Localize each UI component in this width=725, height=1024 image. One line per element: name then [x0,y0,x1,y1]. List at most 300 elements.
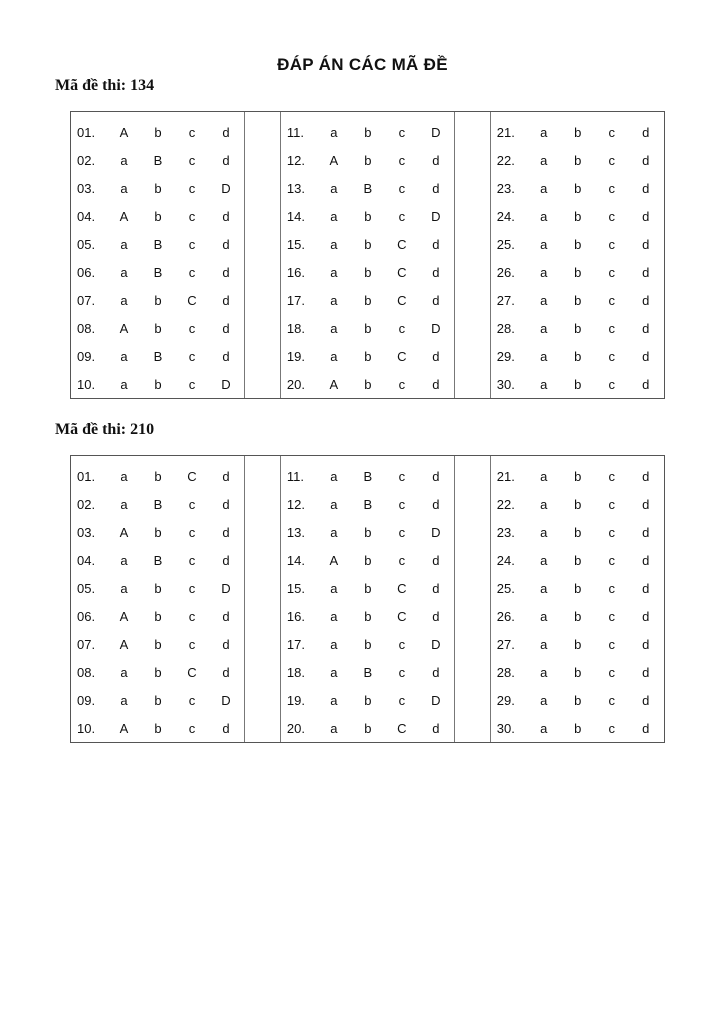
answer-column [71,456,244,742]
answer-option: d [222,348,230,364]
answer-option: d [642,524,650,540]
question-number: 10. [77,376,96,392]
answer-option: a [540,608,548,624]
answer-column [281,456,454,742]
question-number: 16. [286,608,305,624]
answer-option: c [188,496,196,512]
answer-option: b [364,376,372,392]
answer-option: c [398,376,406,392]
answer-row [491,342,664,370]
question-number: 20. [286,376,305,392]
question-number: 22. [496,152,515,168]
answer-row [71,602,244,630]
answer-option: A [329,552,339,568]
answer-option: D [221,692,231,708]
answer-row [491,518,664,546]
answer-row [491,658,664,686]
answer-option: a [120,664,128,680]
answer-row [281,518,454,546]
question-number: 23. [496,524,515,540]
answer-row [71,630,244,658]
answer-option: C [187,664,197,680]
question-number: 03. [77,524,96,540]
answer-option: a [120,180,128,196]
question-number: 26. [496,264,515,280]
answer-option: b [574,264,582,280]
answer-option: b [574,608,582,624]
question-number: 05. [77,236,96,252]
answer-option: c [188,236,196,252]
answer-option: b [154,376,162,392]
answer-option: d [642,376,650,392]
answer-option: c [608,692,615,708]
answer-option: c [188,524,196,540]
answer-option: c [608,292,615,308]
question-number: 04. [77,208,96,224]
answer-option: a [540,292,548,308]
answer-option: a [330,180,338,196]
answer-option: D [431,320,441,336]
answer-option: A [119,636,129,652]
answer-row [491,202,664,230]
answer-option: b [154,664,162,680]
question-number: 02. [77,152,96,168]
answer-row [491,462,664,490]
question-number: 03. [77,180,96,196]
answer-option: A [119,124,129,140]
answer-option: c [608,580,615,596]
answer-option: B [153,496,163,512]
question-number: 16. [286,264,305,280]
answer-option: d [432,264,440,280]
answer-row [491,258,664,286]
answer-row [491,490,664,518]
answer-option: c [608,468,615,484]
answer-option: c [188,152,196,168]
answer-option: b [574,692,582,708]
answer-option: c [398,152,406,168]
answer-option: d [222,664,230,680]
question-number: 11. [286,468,304,484]
answer-option: b [574,580,582,596]
answer-option: a [120,468,128,484]
answer-option: d [642,152,650,168]
question-number: 08. [77,664,96,680]
answer-option: a [120,580,128,596]
answer-option: b [574,292,582,308]
answer-row [71,574,244,602]
answer-option: b [154,292,162,308]
answer-option: c [188,720,196,736]
answer-option: a [540,376,548,392]
question-number: 02. [77,496,96,512]
answer-option: c [398,664,406,680]
answer-option: d [432,580,440,596]
answer-option: a [330,496,338,512]
answer-option: b [364,692,372,708]
answer-option: a [330,124,338,140]
answer-option: c [398,180,406,196]
question-number: 09. [77,692,96,708]
question-number: 12. [286,496,305,512]
answer-option: c [398,124,406,140]
question-number: 21. [496,468,515,484]
answer-option: a [540,524,548,540]
question-number: 18. [286,664,305,680]
answer-option: D [221,180,231,196]
answer-option: a [330,320,338,336]
answer-row [71,546,244,574]
answer-option: a [540,496,548,512]
question-number: 17. [286,636,305,652]
answer-option: C [397,264,407,280]
answer-option: c [398,496,406,512]
answer-option: c [188,180,196,196]
answer-option: b [574,180,582,196]
answer-column [491,456,664,742]
answer-row [71,658,244,686]
answer-row [281,546,454,574]
answer-option: b [154,720,162,736]
answer-row [491,286,664,314]
answer-row [71,118,244,146]
answer-option: b [574,664,582,680]
answer-option: a [120,152,128,168]
answer-option: a [540,236,548,252]
answer-option: A [119,524,129,540]
answer-option: b [574,552,582,568]
answer-row [281,714,454,742]
question-number: 10. [77,720,96,736]
answer-option: d [222,720,230,736]
answer-option: d [222,264,230,280]
answer-option: c [608,552,615,568]
answer-option: d [432,608,440,624]
answer-option: d [642,664,650,680]
answer-option: c [188,208,196,224]
answer-option: b [154,580,162,596]
answer-option: C [187,292,197,308]
answer-option: b [154,524,162,540]
question-number: 30. [496,720,515,736]
answer-option: b [154,320,162,336]
answer-option: b [154,692,162,708]
answer-option: c [188,608,196,624]
answer-option: a [540,692,548,708]
question-number: 22. [496,496,515,512]
answer-row [491,602,664,630]
answer-option: C [397,580,407,596]
answer-row [71,490,244,518]
answer-option: b [364,208,372,224]
answer-option: d [642,320,650,336]
answer-option: C [397,608,407,624]
answer-option: d [222,524,230,540]
question-number: 01. [77,468,96,484]
answer-option: d [432,376,440,392]
answer-option: c [608,636,615,652]
answer-option: b [154,468,162,484]
question-number: 19. [286,692,305,708]
answer-row [491,546,664,574]
answer-option: c [608,264,615,280]
answer-option: C [397,348,407,364]
answer-option: a [330,236,338,252]
answer-option: a [540,264,548,280]
question-number: 08. [77,320,96,336]
question-number: 07. [77,636,96,652]
answer-row [71,202,244,230]
answer-option: c [608,720,615,736]
answer-option: b [364,348,372,364]
answer-row [281,118,454,146]
answer-row [281,490,454,518]
answer-row [281,314,454,342]
answer-option: c [188,580,196,596]
column-separator [454,112,491,398]
answer-option: d [222,152,230,168]
answer-option: d [642,124,650,140]
answer-option: b [574,468,582,484]
answer-option: c [188,264,196,280]
answer-row [71,342,244,370]
answer-option: d [432,496,440,512]
question-number: 09. [77,348,96,364]
answer-option: c [188,348,196,364]
answer-option: d [222,320,230,336]
question-number: 18. [286,320,305,336]
answer-option: b [574,348,582,364]
answer-option: b [364,580,372,596]
answer-column [71,112,244,398]
answer-row [281,202,454,230]
question-number: 01. [77,124,96,140]
answer-option: c [188,692,196,708]
answer-option: c [188,124,196,140]
answer-option: c [608,348,615,364]
answer-option: d [222,468,230,484]
answer-option: c [398,692,406,708]
answer-option: b [364,320,372,336]
question-number: 24. [496,552,515,568]
question-number: 12. [286,152,305,168]
answer-option: d [222,124,230,140]
answer-row [281,574,454,602]
answer-option: a [120,496,128,512]
answer-option: a [540,636,548,652]
answer-option: d [222,552,230,568]
question-number: 14. [286,208,305,224]
answer-option: c [398,208,406,224]
answer-option: d [222,636,230,652]
answer-row [71,462,244,490]
answer-option: d [432,664,440,680]
answer-row [281,174,454,202]
answer-row [491,314,664,342]
answer-option: d [642,468,650,484]
answer-option: D [431,208,441,224]
answer-option: B [363,468,373,484]
answer-row [281,146,454,174]
answer-option: c [608,524,615,540]
answer-option: b [364,152,372,168]
answer-option: a [120,236,128,252]
answer-option: B [153,152,163,168]
answer-option: b [364,264,372,280]
answer-option: d [642,292,650,308]
question-number: 07. [77,292,96,308]
answer-option: a [540,552,548,568]
answer-option: a [330,692,338,708]
answer-option: D [431,692,441,708]
question-number: 28. [496,320,515,336]
answer-option: a [540,152,548,168]
question-number: 27. [496,292,515,308]
answer-row [281,462,454,490]
answer-option: a [330,720,338,736]
answer-option: B [153,264,163,280]
answer-row [491,370,664,398]
answer-option: a [120,552,128,568]
answer-option: b [364,720,372,736]
question-number: 15. [286,580,305,596]
question-number: 06. [77,608,96,624]
question-number: 17. [286,292,305,308]
answer-row [71,314,244,342]
answer-option: d [432,236,440,252]
answer-row [281,630,454,658]
answer-option: a [540,664,548,680]
answer-option: c [608,608,615,624]
answer-option: a [540,320,548,336]
answer-option: c [398,552,406,568]
column-separator [244,112,281,398]
answer-option: D [431,124,441,140]
question-number: 28. [496,664,515,680]
answer-option: B [363,180,373,196]
answer-option: a [120,264,128,280]
answer-row [491,118,664,146]
answer-option: b [364,524,372,540]
question-number: 30. [496,376,515,392]
answer-row [281,230,454,258]
answer-option: b [574,236,582,252]
question-number: 29. [496,348,515,364]
question-number: 15. [286,236,305,252]
answer-option: A [329,376,339,392]
answer-option: A [119,208,129,224]
answer-option: a [330,292,338,308]
answer-option: c [608,376,615,392]
answer-option: b [574,720,582,736]
answer-option: C [397,236,407,252]
question-number: 27. [496,636,515,652]
answer-option: a [540,720,548,736]
answer-option: b [574,152,582,168]
answer-option: D [221,580,231,596]
answer-option: a [330,608,338,624]
answer-row [491,574,664,602]
question-number: 05. [77,580,96,596]
answer-option: a [540,124,548,140]
answer-option: d [432,348,440,364]
answer-column [491,112,664,398]
answer-row [281,602,454,630]
answer-option: a [330,636,338,652]
answer-row [281,658,454,686]
answer-option: c [188,320,196,336]
answer-option: B [153,348,163,364]
answer-row [491,174,664,202]
question-number: 06. [77,264,96,280]
question-number: 04. [77,552,96,568]
answer-option: b [154,124,162,140]
exam-label-210: Mã đề thi: 210 [55,421,155,438]
column-separator [454,456,491,742]
answer-option: a [330,468,338,484]
answer-option: d [432,152,440,168]
answer-row [491,230,664,258]
question-number: 14. [286,552,305,568]
question-number: 20. [286,720,305,736]
answer-row [491,146,664,174]
answer-option: C [187,468,197,484]
answer-option: d [432,180,440,196]
answer-option: b [154,208,162,224]
answer-option: c [608,152,615,168]
answer-option: c [398,524,406,540]
answer-row [71,370,244,398]
answer-option: d [642,496,650,512]
answer-row [71,230,244,258]
answer-option: c [188,552,196,568]
answer-option: b [364,292,372,308]
answer-option: a [330,664,338,680]
answer-option: a [540,180,548,196]
answer-option: b [574,124,582,140]
answer-option: d [432,552,440,568]
answer-column [281,112,454,398]
answer-option: b [574,496,582,512]
question-number: 19. [286,348,305,364]
answer-option: c [398,320,406,336]
answer-option: b [154,180,162,196]
answer-option: c [398,468,406,484]
answer-option: d [642,720,650,736]
question-number: 25. [496,580,515,596]
answer-option: C [397,292,407,308]
answer-option: a [540,348,548,364]
column-separator [244,456,281,742]
answer-option: a [540,468,548,484]
answer-row [71,258,244,286]
answer-option: a [120,292,128,308]
question-number: 25. [496,236,515,252]
answer-option: d [642,264,650,280]
answer-option: d [222,496,230,512]
answer-option: b [574,376,582,392]
answer-option: d [222,292,230,308]
answer-table-210 [70,455,665,743]
answer-row [491,686,664,714]
answer-option: d [432,720,440,736]
answer-option: a [540,208,548,224]
answer-option: c [608,664,615,680]
answer-option: d [642,180,650,196]
answer-row [71,286,244,314]
answer-option: D [431,636,441,652]
answer-option: b [574,636,582,652]
